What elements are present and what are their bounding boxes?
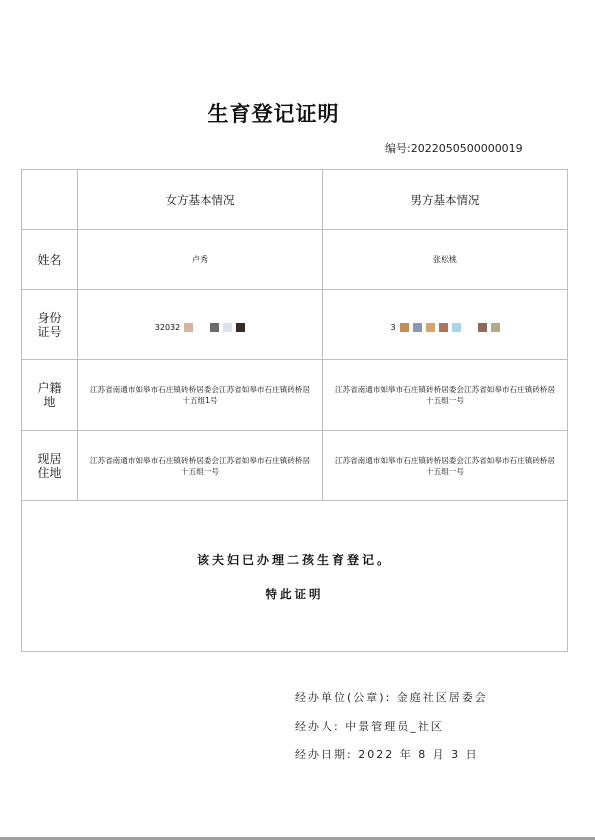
header-male: 男方基本情况 (323, 170, 568, 230)
redaction-block (491, 323, 500, 332)
table-row-statement (22, 501, 568, 652)
female-hukou: 江苏省南通市如皋市石庄镇砖桥居委会江苏省如皋市石庄镇砖桥居十五组1号 (78, 360, 323, 431)
header-empty-cell (22, 170, 78, 230)
redaction-block (413, 323, 422, 332)
redaction-block (452, 323, 461, 332)
female-id-redacted (155, 323, 245, 332)
male-residence: 江苏省南通市如皋市石庄镇砖桥居委会江苏省如皋市石庄镇砖桥居十五组一号 (323, 431, 568, 501)
male-id-visible: 3 (390, 323, 396, 332)
table-row-name (22, 230, 568, 290)
female-residence: 江苏省南通市如皋市石庄镇砖桥居委会江苏省如皋市石庄镇砖桥居十五组一号 (78, 431, 323, 501)
redaction-block (236, 323, 245, 332)
female-id-visible: 32032 (154, 323, 181, 332)
redaction-block (223, 323, 232, 332)
redaction-block (197, 323, 206, 332)
female-id-cell (78, 290, 323, 360)
redaction-block (184, 323, 193, 332)
male-id-cell (323, 290, 568, 360)
redaction-block (439, 323, 448, 332)
row-label-hukou: 户籍地 (22, 360, 78, 431)
footer-handler: 经办人: 中景管理员_社区 (295, 720, 444, 733)
redaction-block (400, 323, 409, 332)
row-label-name: 姓名 (22, 230, 78, 290)
registration-table (21, 169, 568, 652)
redaction-blocks (184, 323, 245, 332)
statement-cell (22, 501, 568, 652)
redaction-block (210, 323, 219, 332)
footer-date: 经办日期: 2022 年 8 月 3 日 (295, 748, 479, 761)
statement-line2: 特此证明 (265, 586, 324, 601)
header-female: 女方基本情况 (78, 170, 323, 230)
table-row-residence (22, 431, 568, 501)
male-name: 张松桃 (323, 230, 568, 290)
document-number: 编号:2022050500000019 (385, 142, 523, 155)
row-label-residence: 现居住地 (22, 431, 78, 501)
footer-unit: 经办单位(公章): 金庭社区居委会 (295, 691, 488, 704)
document-title: 生育登记证明 (207, 102, 340, 126)
male-id-redacted (390, 323, 499, 332)
redaction-block (465, 323, 474, 332)
male-hukou: 江苏省南通市如皋市石庄镇砖桥居委会江苏省如皋市石庄镇砖桥居十五组一号 (323, 360, 568, 431)
row-label-id: 身份证号 (22, 290, 78, 360)
table-header-row (22, 170, 568, 230)
redaction-block (426, 323, 435, 332)
female-name: 卢秀 (78, 230, 323, 290)
table-row-hukou (22, 360, 568, 431)
table-row-id (22, 290, 568, 360)
statement-line1: 该夫妇已办理二孩生育登记。 (196, 552, 392, 567)
redaction-blocks (400, 323, 500, 332)
redaction-block (478, 323, 487, 332)
